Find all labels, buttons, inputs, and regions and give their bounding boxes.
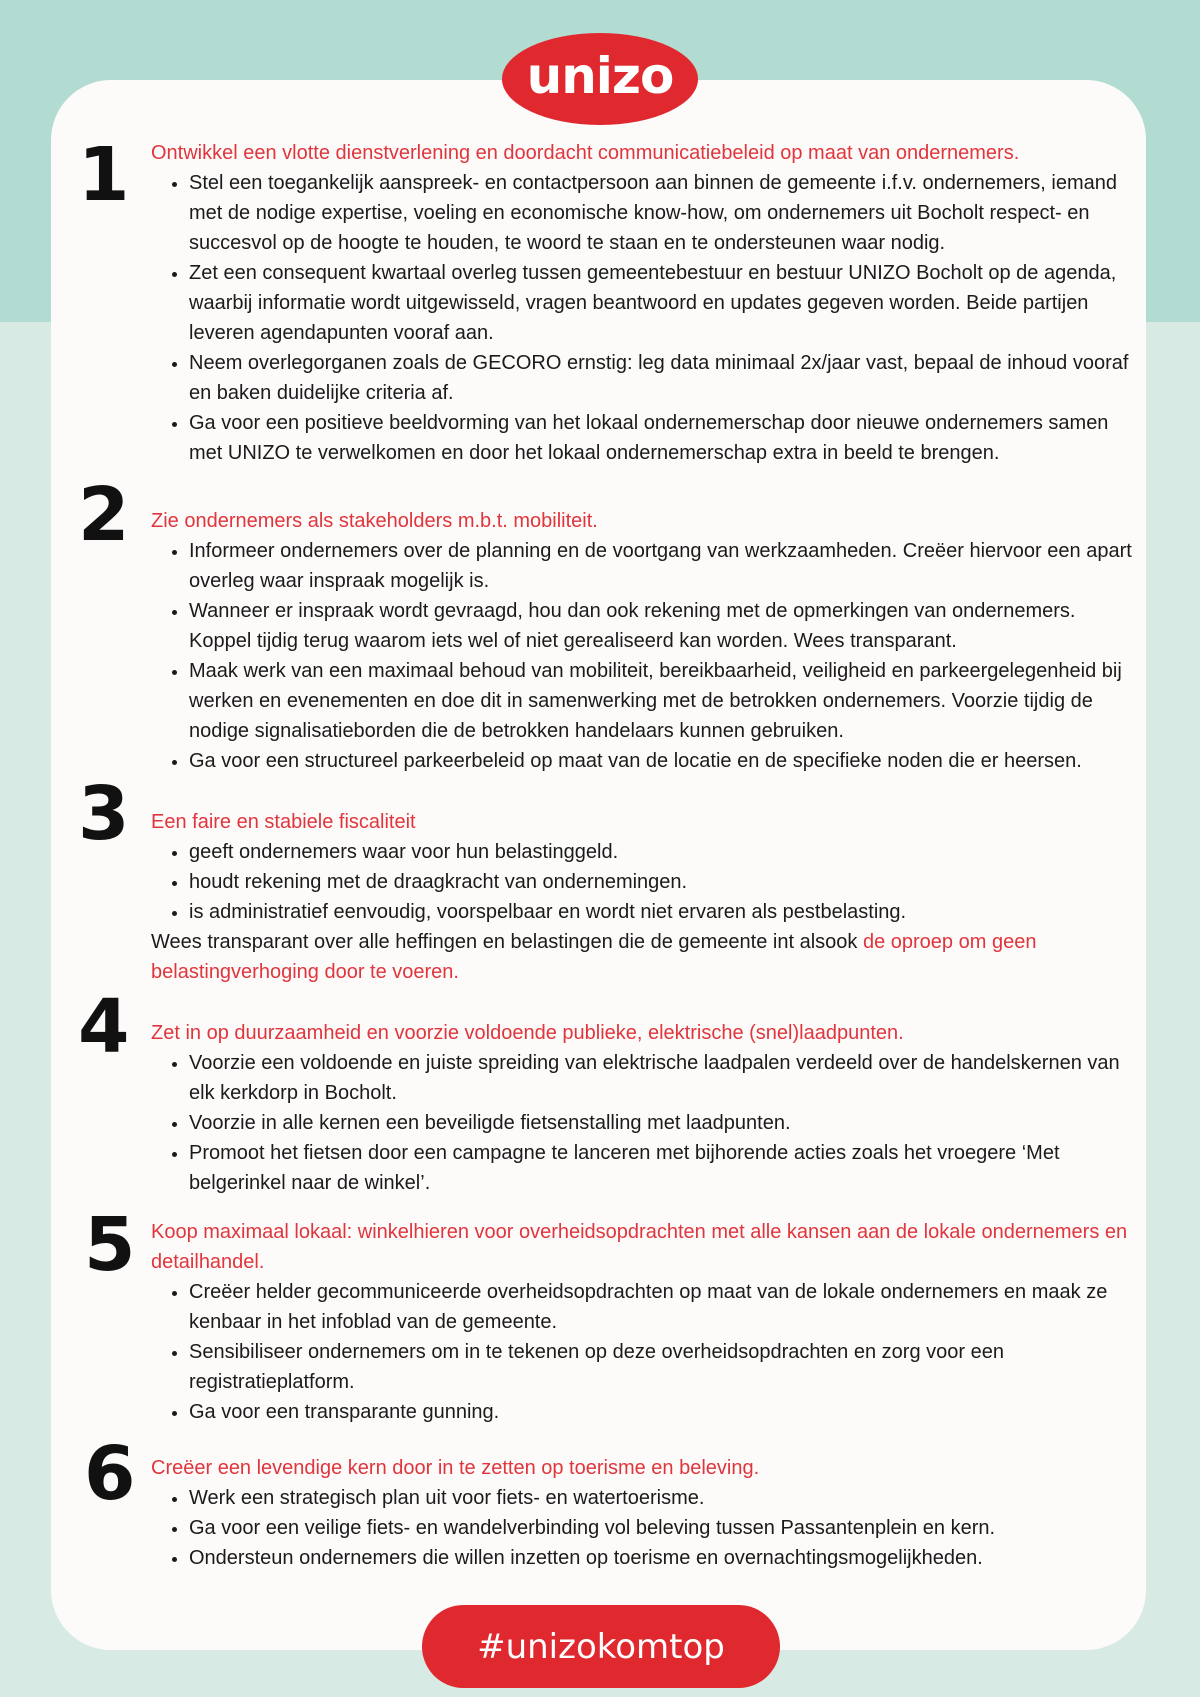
section-number: 5	[84, 1202, 136, 1288]
list-item: • Ga voor een transparante gunning.	[189, 1397, 1136, 1427]
note-highlight: de oproep om geen belastingverhoging door te voeren.	[151, 931, 1037, 983]
section-title: Zie ondernemers als stakeholders m.b.t. mobiliteit.	[151, 510, 598, 532]
section-title: Een faire en stabiele fiscaliteit	[151, 811, 416, 833]
unizo-logo	[502, 33, 698, 125]
bullet-list	[151, 837, 1136, 927]
section-number: 6	[84, 1431, 136, 1517]
section-note	[151, 927, 1136, 987]
list-item: • Werk een strategisch plan uit voor fiets- en watertoerisme.	[189, 1483, 1136, 1513]
list-item: • Ga voor een structureel parkeerbeleid op maat van de locatie en de specifieke noden die er heersen.	[189, 746, 1136, 776]
bullet-list	[151, 1483, 1136, 1573]
section-number: 2	[78, 472, 130, 558]
list-item: • Wanneer er inspraak wordt gevraagd, hou dan ook rekening met de opmerkingen van ondernemers. Koppel tijdig terug waarom iets wel of niet gerealiseerd kan worden. Wees transparant.	[189, 596, 1136, 656]
list-item: • Creëer helder gecommuniceerde overheidsopdrachten op maat van de lokale ondernemers en maak ze kenbaar in het infoblad van de gemeente.	[189, 1277, 1136, 1337]
list-item: • Voorzie in alle kernen een beveiligde fietsenstalling met laadpunten.	[189, 1108, 1136, 1138]
list-item: • Promoot het fietsen door een campagne te lanceren met bijhorende acties zoals het vroegere ‘Met belgerinkel naar de winkel’.	[189, 1138, 1136, 1198]
bullet-list	[151, 168, 1136, 468]
hashtag-badge	[422, 1605, 780, 1688]
section-number: 4	[78, 984, 130, 1070]
list-item: • houdt rekening met de draagkracht van ondernemingen.	[189, 867, 1136, 897]
section-number: 3	[78, 771, 130, 857]
section-title: Koop maximaal lokaal: winkelhieren voor overheidsopdrachten met alle kansen aan de lokale ondernemers en detailhandel.	[151, 1221, 1128, 1273]
section-number: 1	[78, 132, 130, 218]
hashtag-text: #unizokomtop	[477, 1626, 725, 1667]
bullet-list	[151, 1277, 1136, 1427]
list-item: • Neem overlegorganen zoals de GECORO ernstig: leg data minimaal 2x/jaar vast, bepaal de inhoud vooraf en baken duidelijke criteria af.	[189, 348, 1136, 408]
note-text: Wees transparant over alle heffingen en belastingen die de gemeente int alsook	[151, 931, 863, 953]
list-item: • Stel een toegankelijk aanspreek- en contactpersoon aan binnen de gemeente i.f.v. ondernemers, iemand met de nodige expertise, voeling en economische know-how, om ondernemers uit Bocholt respect- en succesvol op de hoogte te houden, te woord te staan en te ondersteunen waar nodig.	[189, 168, 1136, 258]
list-item: • Sensibiliseer ondernemers om in te tekenen op deze overheidsopdrachten en zorg voor een registratieplatform.	[189, 1337, 1136, 1397]
list-item: • Ga voor een positieve beeldvorming van het lokaal ondernemerschap door nieuwe ondernemers samen met UNIZO te verwelkomen en door het lokaal ondernemerschap extra in beeld te brengen.	[189, 408, 1136, 468]
list-item: • Zet een consequent kwartaal overleg tussen gemeentebestuur en bestuur UNIZO Bocholt op de agenda, waarbij informatie wordt uitgewisseld, vragen beantwoord en updates gegeven worden. Beide partijen leveren agendapunten vooraf aan.	[189, 258, 1136, 348]
section-title: Creëer een levendige kern door in te zetten op toerisme en beleving.	[151, 1457, 760, 1479]
list-item: • Maak werk van een maximaal behoud van mobiliteit, bereikbaarheid, veiligheid en parkeergelegenheid bij werken en evenementen en doe dit in samenwerking met de betrokken ondernemers. Voorzie tijdig de nodige signalisatieborden die de betrokken handelaars kunnen gebruiken.	[189, 656, 1136, 746]
list-item: • Informeer ondernemers over de planning en de voortgang van werkzaamheden. Creëer hiervoor een apart overleg waar inspraak mogelijk is.	[189, 536, 1136, 596]
section-title: Ontwikkel een vlotte dienstverlening en doordacht communicatiebeleid op maat van ondernemers.	[151, 142, 1020, 164]
list-item: • Ga voor een veilige fiets- en wandelverbinding vol beleving tussen Passantenplein en kern.	[189, 1513, 1136, 1543]
list-item: • Voorzie een voldoende en juiste spreiding van elektrische laadpalen verdeeld over de handelskernen van elk kerkdorp in Bocholt.	[189, 1048, 1136, 1108]
logo-text: unizo	[526, 47, 674, 105]
bullet-list	[151, 536, 1136, 776]
section-title: Zet in op duurzaamheid en voorzie voldoende publieke, elektrische (snel)laadpunten.	[151, 1022, 904, 1044]
list-item: • geeft ondernemers waar voor hun belastinggeld.	[189, 837, 1136, 867]
list-item: • Ondersteun ondernemers die willen inzetten op toerisme en overnachtingsmogelijkheden.	[189, 1543, 1136, 1573]
list-item: • is administratief eenvoudig, voorspelbaar en wordt niet ervaren als pestbelasting.	[189, 897, 1136, 927]
bullet-list	[151, 1048, 1136, 1198]
